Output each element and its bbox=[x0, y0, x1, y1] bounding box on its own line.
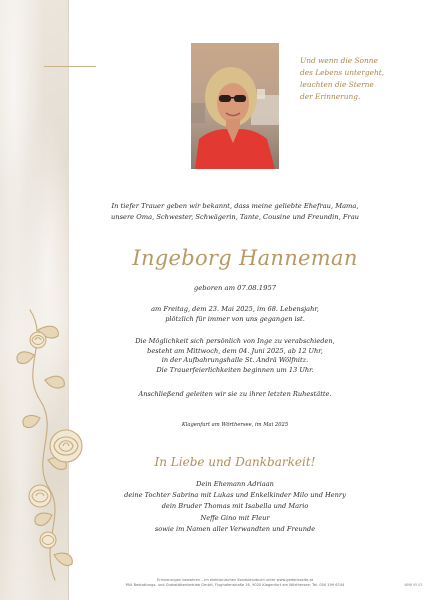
footer-info bbox=[90, 578, 380, 589]
footer-line: PAX Bestattungs- und Grabstättenbetrieb GmbH, Flughafenstraße 16, 9020 Klagenfurt am Wörthersee, Tel. 050 199 6744 bbox=[125, 583, 345, 588]
footer-line: Erinnerungen bewahren – im elektronischen Kondolenzbuch unter www.gedenkseite.at bbox=[156, 578, 314, 582]
family-list bbox=[90, 479, 380, 535]
death-line: am Freitag, dem 23. Mai 2025, im 68. Lebensjahr, bbox=[151, 305, 319, 313]
family-line: dein Bruder Thomas mit Isabella und Mario bbox=[161, 502, 309, 511]
document-code: 4698 95 03 bbox=[404, 583, 423, 587]
farewell-info bbox=[90, 337, 380, 375]
quote-line: leuchten die Sterne bbox=[300, 80, 374, 89]
death-notice bbox=[90, 305, 380, 324]
family-line: sowie im Namen aller Verwandten und Freunde bbox=[154, 524, 316, 533]
escort-text: Anschließend geleiten wir sie zu ihrer letzten Ruhestätte. bbox=[138, 390, 332, 398]
farewell-line: Die Trauerfeierlichkeiten beginnen um 13 Uhr. bbox=[156, 365, 314, 374]
death-line: plötzlich für immer von uns gegangen ist. bbox=[165, 314, 305, 323]
portrait-photo bbox=[191, 43, 279, 169]
quote-line: des Lebens untergeht, bbox=[300, 68, 385, 77]
rose-ornament-icon bbox=[0, 300, 90, 590]
family-line: Neffe Gino mit Fleur bbox=[200, 513, 270, 522]
quote-line: der Erinnerung. bbox=[300, 92, 361, 101]
place-and-date: Klagenfurt am Wörthersee, im Mai 2025 bbox=[181, 422, 289, 428]
portrait-image bbox=[191, 43, 279, 169]
intro-line: In tiefer Trauer geben wir bekannt, dass meine geliebte Ehefrau, Mama, bbox=[111, 202, 359, 210]
intro-text bbox=[90, 201, 380, 222]
quote-line: Und wenn die Sonne bbox=[300, 56, 378, 65]
farewell-line: Die Möglichkeit sich persönlich von Inge zu verabschieden, bbox=[135, 337, 335, 345]
family-line: Dein Ehemann Adriaan bbox=[196, 480, 274, 488]
deceased-name: Ingeborg Hanneman bbox=[132, 246, 358, 270]
intro-line: unsere Oma, Schwester, Schwägerin, Tante, Cousine und Freundin, Frau bbox=[110, 212, 359, 221]
farewell-line: besteht am Mittwoch, dem 04. Juni 2025, ab 12 Uhr, bbox=[147, 346, 323, 355]
birth-date: geboren am 07.08.1957 bbox=[193, 284, 277, 292]
family-line: deine Tochter Sabrina mit Lukas und Enkelkinder Milo und Henry bbox=[124, 491, 346, 500]
farewell-line: in der Aufbahrungshalle St. Andrä Wölfnitz. bbox=[161, 356, 309, 365]
decorative-gold-line bbox=[44, 66, 96, 67]
love-heading: In Liebe und Dankbarkeit! bbox=[154, 455, 316, 469]
memorial-quote bbox=[300, 55, 410, 103]
